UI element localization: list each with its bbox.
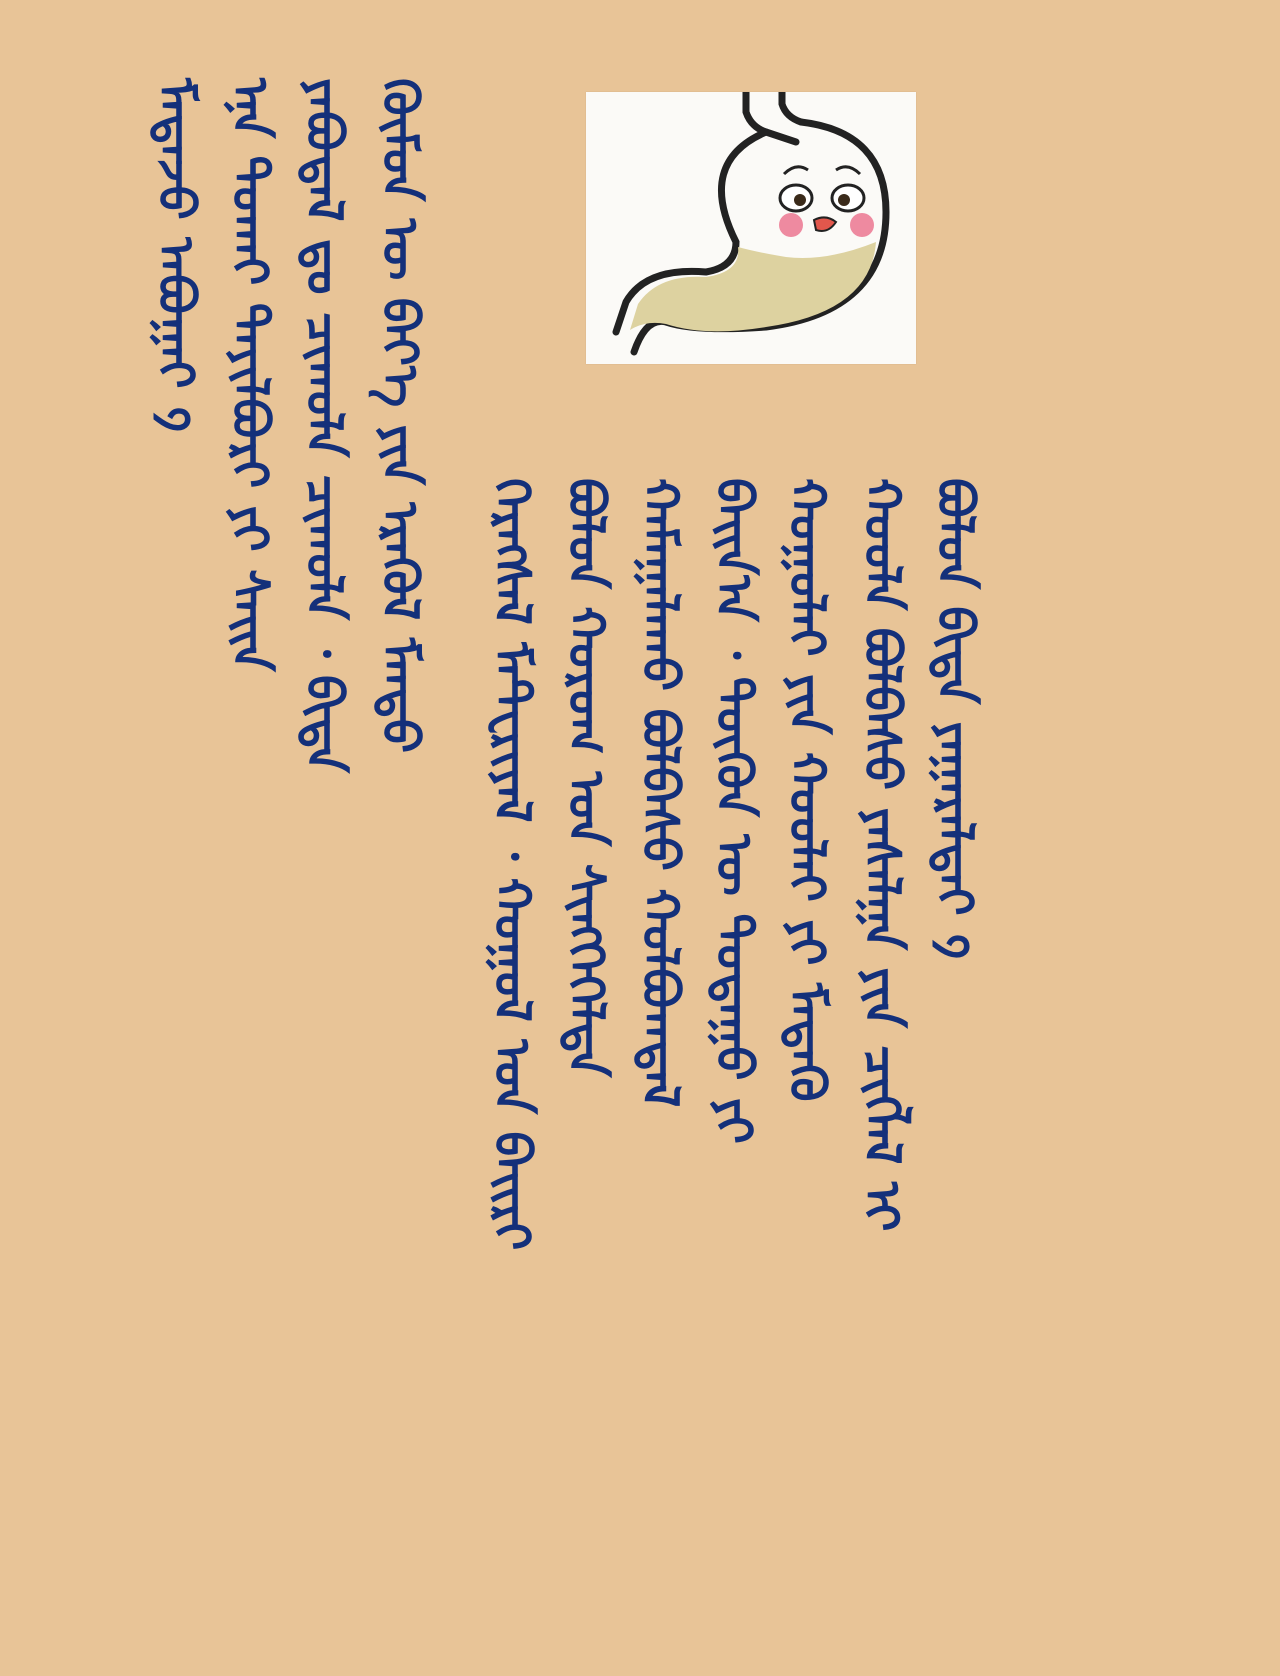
text-column-9: ᠶᠠᠪᠤᠳᠠᠯ ᠳᠤ ᠴᠢᠬᠤᠯᠠ ᠴᠢᠬᠤᠯᠠ ᠂ ᠪᠢᠳᠡ	[295, 78, 353, 773]
text-column-8: ᠬᠦᠮᠦᠨ ᠦ ᠪᠡᠶ᠎ᠡ ᠶᠢᠨ ᠡᠷᠡᠭᠦᠯ ᠮᠡᠨᠳᠦ	[371, 78, 429, 754]
text-column-1: ᠪᠣᠯᠣᠨ ᠪᠢᠳᠡ ᠶᠠᠭᠠᠷᠠᠯᠲᠠᠢ ᠀	[926, 478, 984, 960]
text-column-6: ᠪᠣᠯᠣᠨ ᠬᠣᠷᠣᠭ ᠤᠨ ᠰᠢᠩᠭᠡᠭᠡᠯᠲᠡ	[557, 478, 615, 1078]
text-column-2: ᠬᠣᠣᠯᠠ ᠪᠣᠯᠪᠠᠰᠤ ᠶᠠᠰᠠᠯᠭᠠ ᠶᠢᠨ ᠴᠢᠭᠯᠡᠯ ᠢ	[853, 478, 911, 1232]
text-column-7: ᠬᠡᠷᠡᠭᠰᠡᠯ ᠮᠠᠲᠧᠷᠢᠶᠠᠯ ᠂ ᠬᠣᠭᠤᠯ ᠤᠨ ᠪᠠᠢᠷᠢ	[483, 478, 541, 1251]
text-column-4: ᠪᠠᠢᠨ᠎ᠠ ᠂ ᠲᠦᠭᠦᠨ ᠦ ᠳᠤᠲᠠᠭᠤ ᠶᠢ	[705, 478, 763, 1144]
text-column-3: ᠬᠣᠭᠤᠯᠠᠢ ᠶᠢᠨ ᠬᠣᠣᠯᠠᠢ ᠶᠢ ᠮᠡᠳᠡᠬᠦ	[778, 478, 836, 1102]
stomach-cartoon-icon	[586, 92, 916, 364]
text-column-10: ᠡᠨᠡ ᠲᠤᠬᠠᠢ ᠲᠠᠶᠢᠯᠪᠤᠷᠢ ᠶᠢ ᠰᠠᠢᠨ	[221, 78, 279, 672]
text-column-11: ᠮᠡᠳᠡᠵᠦ ᠠᠪᠤᠭᠠᠢ ᠀	[147, 78, 205, 433]
text-column-5: ᠬᠠᠮᠠᠭᠠᠯᠠᠬᠤ ᠪᠣᠯᠪᠠᠰᠤ ᠬᠣᠯᠪᠣᠭᠳᠠᠯ	[631, 478, 689, 1108]
stomach-illustration	[586, 92, 916, 364]
